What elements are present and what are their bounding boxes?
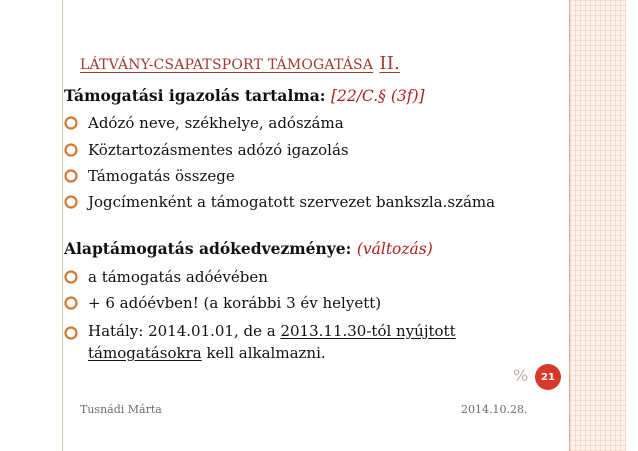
section1-heading-text: Támogatási igazolás tartalma: (64, 86, 326, 105)
list-item (64, 320, 534, 364)
slide-title-number: II. (379, 53, 400, 74)
footer-date: 2014.10.28. (461, 403, 528, 416)
slide-title (80, 52, 400, 74)
footer-author: Tusnádi Márta (80, 403, 162, 416)
list-item (64, 114, 344, 132)
left-divider-line (62, 0, 63, 451)
list-item (64, 167, 235, 185)
slide-title-text: LÁTVÁNY-CSAPATSPORT TÁMOGATÁSA (80, 57, 374, 73)
effective-prefix: Hatály: 2014.01.01, de a (88, 322, 281, 340)
circled-checkbox-bullet-icon (64, 270, 78, 284)
list-item (64, 141, 349, 159)
list-item-text: Köztartozásmentes adózó igazolás (88, 141, 349, 159)
section2-heading (64, 239, 433, 258)
circled-checkbox-bullet-icon (64, 195, 78, 209)
circled-checkbox-bullet-icon (64, 143, 78, 157)
list-item-text: Adózó neve, székhelye, adószáma (88, 114, 344, 132)
section1-heading (64, 86, 425, 105)
section2-heading-text: Alaptámogatás adókedvezménye: (64, 239, 352, 258)
circled-checkbox-bullet-icon (64, 324, 78, 338)
circled-checkbox-bullet-icon (64, 296, 78, 310)
effective-suffix: kell alkalmazni. (201, 344, 326, 362)
effective-target-underlined: támogatásokra (88, 344, 202, 362)
list-item-text: + 6 adóévben! (a korábbi 3 év helyett) (88, 294, 382, 312)
circled-checkbox-bullet-icon (64, 169, 78, 183)
circled-checkbox-bullet-icon (64, 116, 78, 130)
decorative-side-band (570, 0, 626, 451)
footer-symbol: % (513, 366, 529, 385)
list-item (64, 294, 381, 312)
page-number-badge: 21 (535, 364, 561, 390)
list-item (64, 268, 268, 286)
list-item-text: Jogcímenként a támogatott szervezet bankszla.száma (88, 193, 496, 211)
list-item-text: a támogatás adóévében (88, 268, 268, 286)
list-item (64, 193, 495, 211)
list-item-text: Támogatás összege (88, 167, 235, 185)
effective-date-underlined: 2013.11.30-tól nyújtott (280, 322, 456, 340)
section1-note: [22/C.§ (3f)] (330, 87, 425, 105)
section2-note: (változás) (356, 240, 433, 258)
list-item-text (88, 320, 456, 364)
